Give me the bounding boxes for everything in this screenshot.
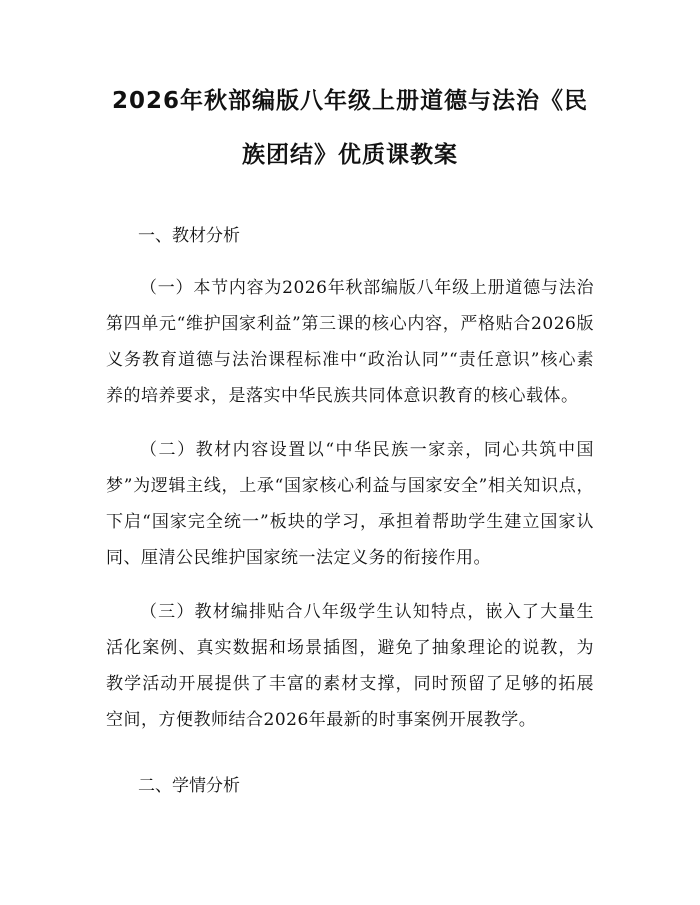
paragraph: （三）教材编排贴合八年级学生认知特点，嵌入了大量生活化案例、真实数据和场景插图，避免了抽象理论的说教，为教学活动开展提供了丰富的素材支撑，同时预留了足够的拓展空间，方便教师结合2026年最新的时事案例开展教学。 <box>106 602 594 730</box>
paragraph: （一）本节内容为2026年秋部编版八年级上册道德与法治第四单元“维护国家利益”第三课的核心内容，严格贴合2026版义务教育道德与法治课程标准中“政治认同”“责任意识”核心素养的培养要求，是落实中华民族共同体意识教育的核心载体。 <box>106 278 594 406</box>
section-heading-student-analysis: 二、学情分析 <box>138 776 240 796</box>
section-heading-textbook-analysis: 一、教材分析 <box>138 226 240 246</box>
document-title: 2026年秋部编版八年级上册道德与法治《民族团结》优质课教案 <box>111 88 588 168</box>
paragraph: （二）教材内容设置以“中华民族一家亲，同心共筑中国梦”为逻辑主线，上承“国家核心利益与国家安全”相关知识点，下启“国家完全统一”板块的学习，承担着帮助学生建立国家认同、厘清公民维护国家统一法定义务的衔接作用。 <box>106 440 594 568</box>
